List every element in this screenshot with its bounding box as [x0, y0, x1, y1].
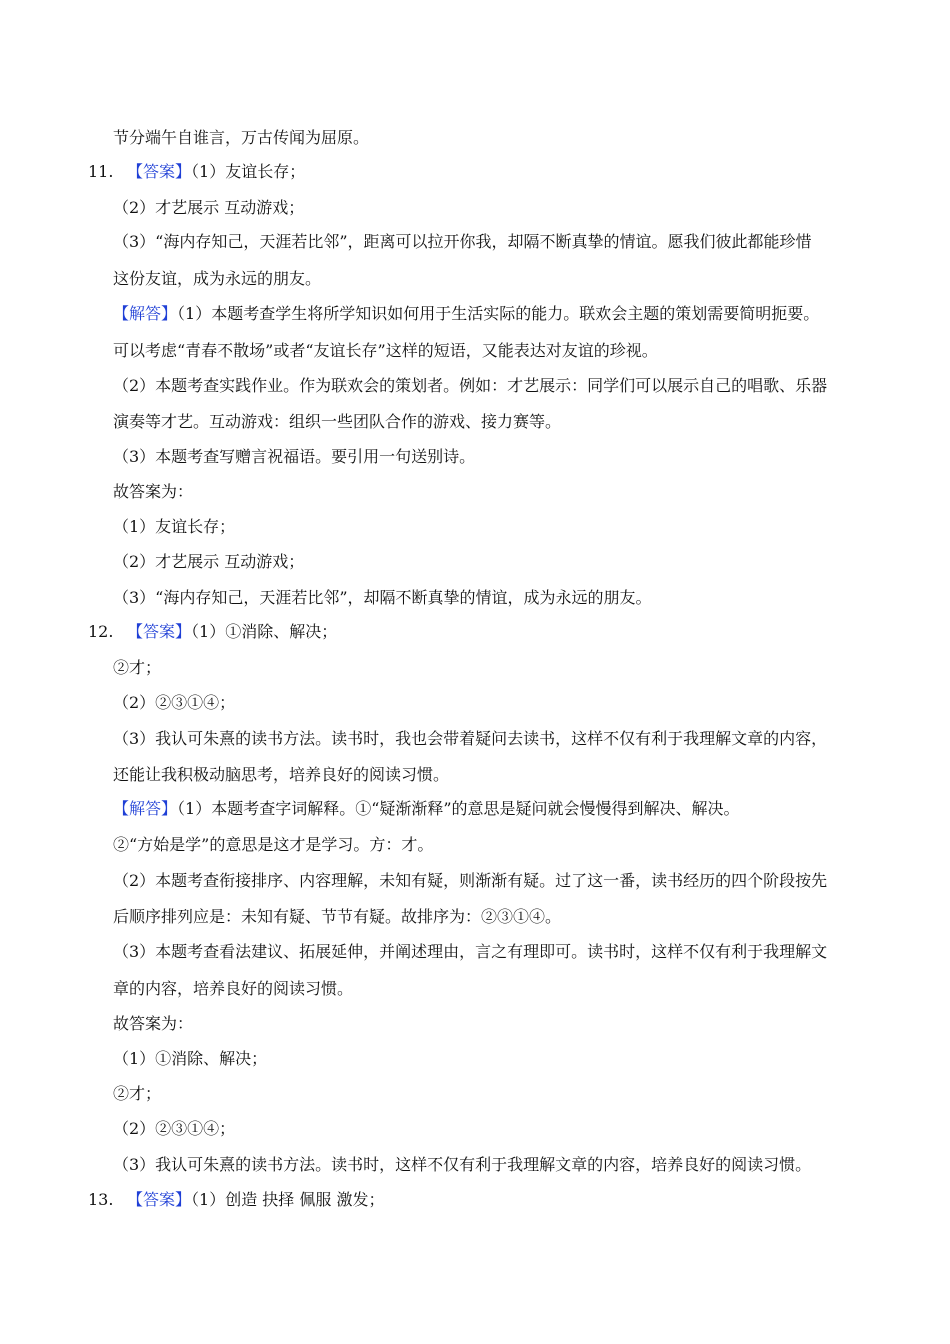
explain-line: 演奏等才艺。互动游戏：组织一些团队合作的游戏、接力赛等。 [113, 412, 562, 431]
answer-line: 还能让我积极动脑思考，培养良好的阅读习惯。 [113, 765, 450, 784]
answer-line: （3）“海内存知己，天涯若比邻”，距离可以拉开你我，却隔不断真挚的情谊。愿我们彼此都能珍惜 [113, 232, 812, 251]
answer-tag: 【答案】 [127, 162, 192, 181]
question-number-12: 12. [88, 622, 114, 641]
explain-line [113, 797, 870, 821]
answer-text: （1）创造 抉择 佩服 激发； [191, 1190, 385, 1209]
explain-line: 故答案为： [113, 1014, 194, 1033]
explain-line: 可以考虑“青春不散场”或者“友谊长存”这样的短语，又能表达对友谊的珍视。 [113, 341, 658, 360]
explain-tag: 【解答】 [113, 304, 178, 323]
explain-line: ②“方始是学”的意思是这才是学习。方：才。 [113, 835, 434, 854]
answer-line: （3）我认可朱熹的读书方法。读书时，我也会带着疑问去读书，这样不仅有利于我理解文章的内容， [113, 729, 828, 748]
explain-line: （3）“海内存知己，天涯若比邻”，却隔不断真挚的情谊，成为永远的朋友。 [113, 588, 652, 607]
question-number-13: 13. [88, 1190, 114, 1209]
explain-line: 故答案为： [113, 482, 194, 501]
answer-line: 这份友谊，成为永远的朋友。 [113, 269, 322, 288]
explain-line: （1）友谊长存； [113, 517, 236, 536]
answer-line: （2）②③①④； [113, 693, 236, 712]
answer-tag: 【答案】 [127, 622, 192, 641]
question-number-11: 11. [88, 162, 114, 181]
answer-tag: 【答案】 [127, 1190, 192, 1209]
explain-text: （1）本题考查字词解释。①“疑渐渐释”的意思是疑问就会慢慢得到解决、解决。 [177, 799, 740, 818]
explain-line: ②才； [113, 1084, 162, 1103]
answer-text: （1）①消除、解决； [191, 622, 338, 641]
poem-line: 节分端午自谁言，万古传闻为屈原。 [113, 128, 370, 147]
answer-line: （2）才艺展示 互动游戏； [113, 198, 305, 217]
explain-line: （3）我认可朱熹的读书方法。读书时，这样不仅有利于我理解文章的内容，培养良好的阅读习惯。 [113, 1155, 812, 1174]
explain-line: （1）①消除、解决； [113, 1049, 268, 1068]
explain-line [113, 302, 870, 326]
explain-line: （3）本题考查看法建议、拓展延伸，并阐述理由，言之有理即可。读书时，这样不仅有利于我理解文 [113, 942, 828, 961]
explain-line: 后顺序排列应是：未知有疑、节节有疑。故排序为：②③①④。 [113, 907, 562, 926]
explain-text: （1）本题考查学生将所学知识如何用于生活实际的能力。联欢会主题的策划需要简明扼要。 [177, 304, 820, 323]
explain-line: 章的内容，培养良好的阅读习惯。 [113, 979, 354, 998]
answer-line [127, 1188, 870, 1212]
answer-line: ②才； [113, 658, 162, 677]
explain-line: （2）②③①④； [113, 1119, 236, 1138]
answer-line [127, 620, 870, 644]
explain-line: （3）本题考查写赠言祝福语。要引用一句送别诗。 [113, 447, 476, 466]
explain-line: （2）才艺展示 互动游戏； [113, 552, 305, 571]
explain-line: （2）本题考查实践作业。作为联欢会的策划者。例如：才艺展示：同学们可以展示自己的唱歌、乐器 [113, 376, 828, 395]
explain-tag: 【解答】 [113, 799, 178, 818]
answer-line [127, 160, 870, 184]
explain-line: （2）本题考查衔接排序、内容理解，未知有疑，则渐渐有疑。过了这一番，读书经历的四个阶段按先 [113, 871, 828, 890]
answer-text: （1）友谊长存； [191, 162, 306, 181]
